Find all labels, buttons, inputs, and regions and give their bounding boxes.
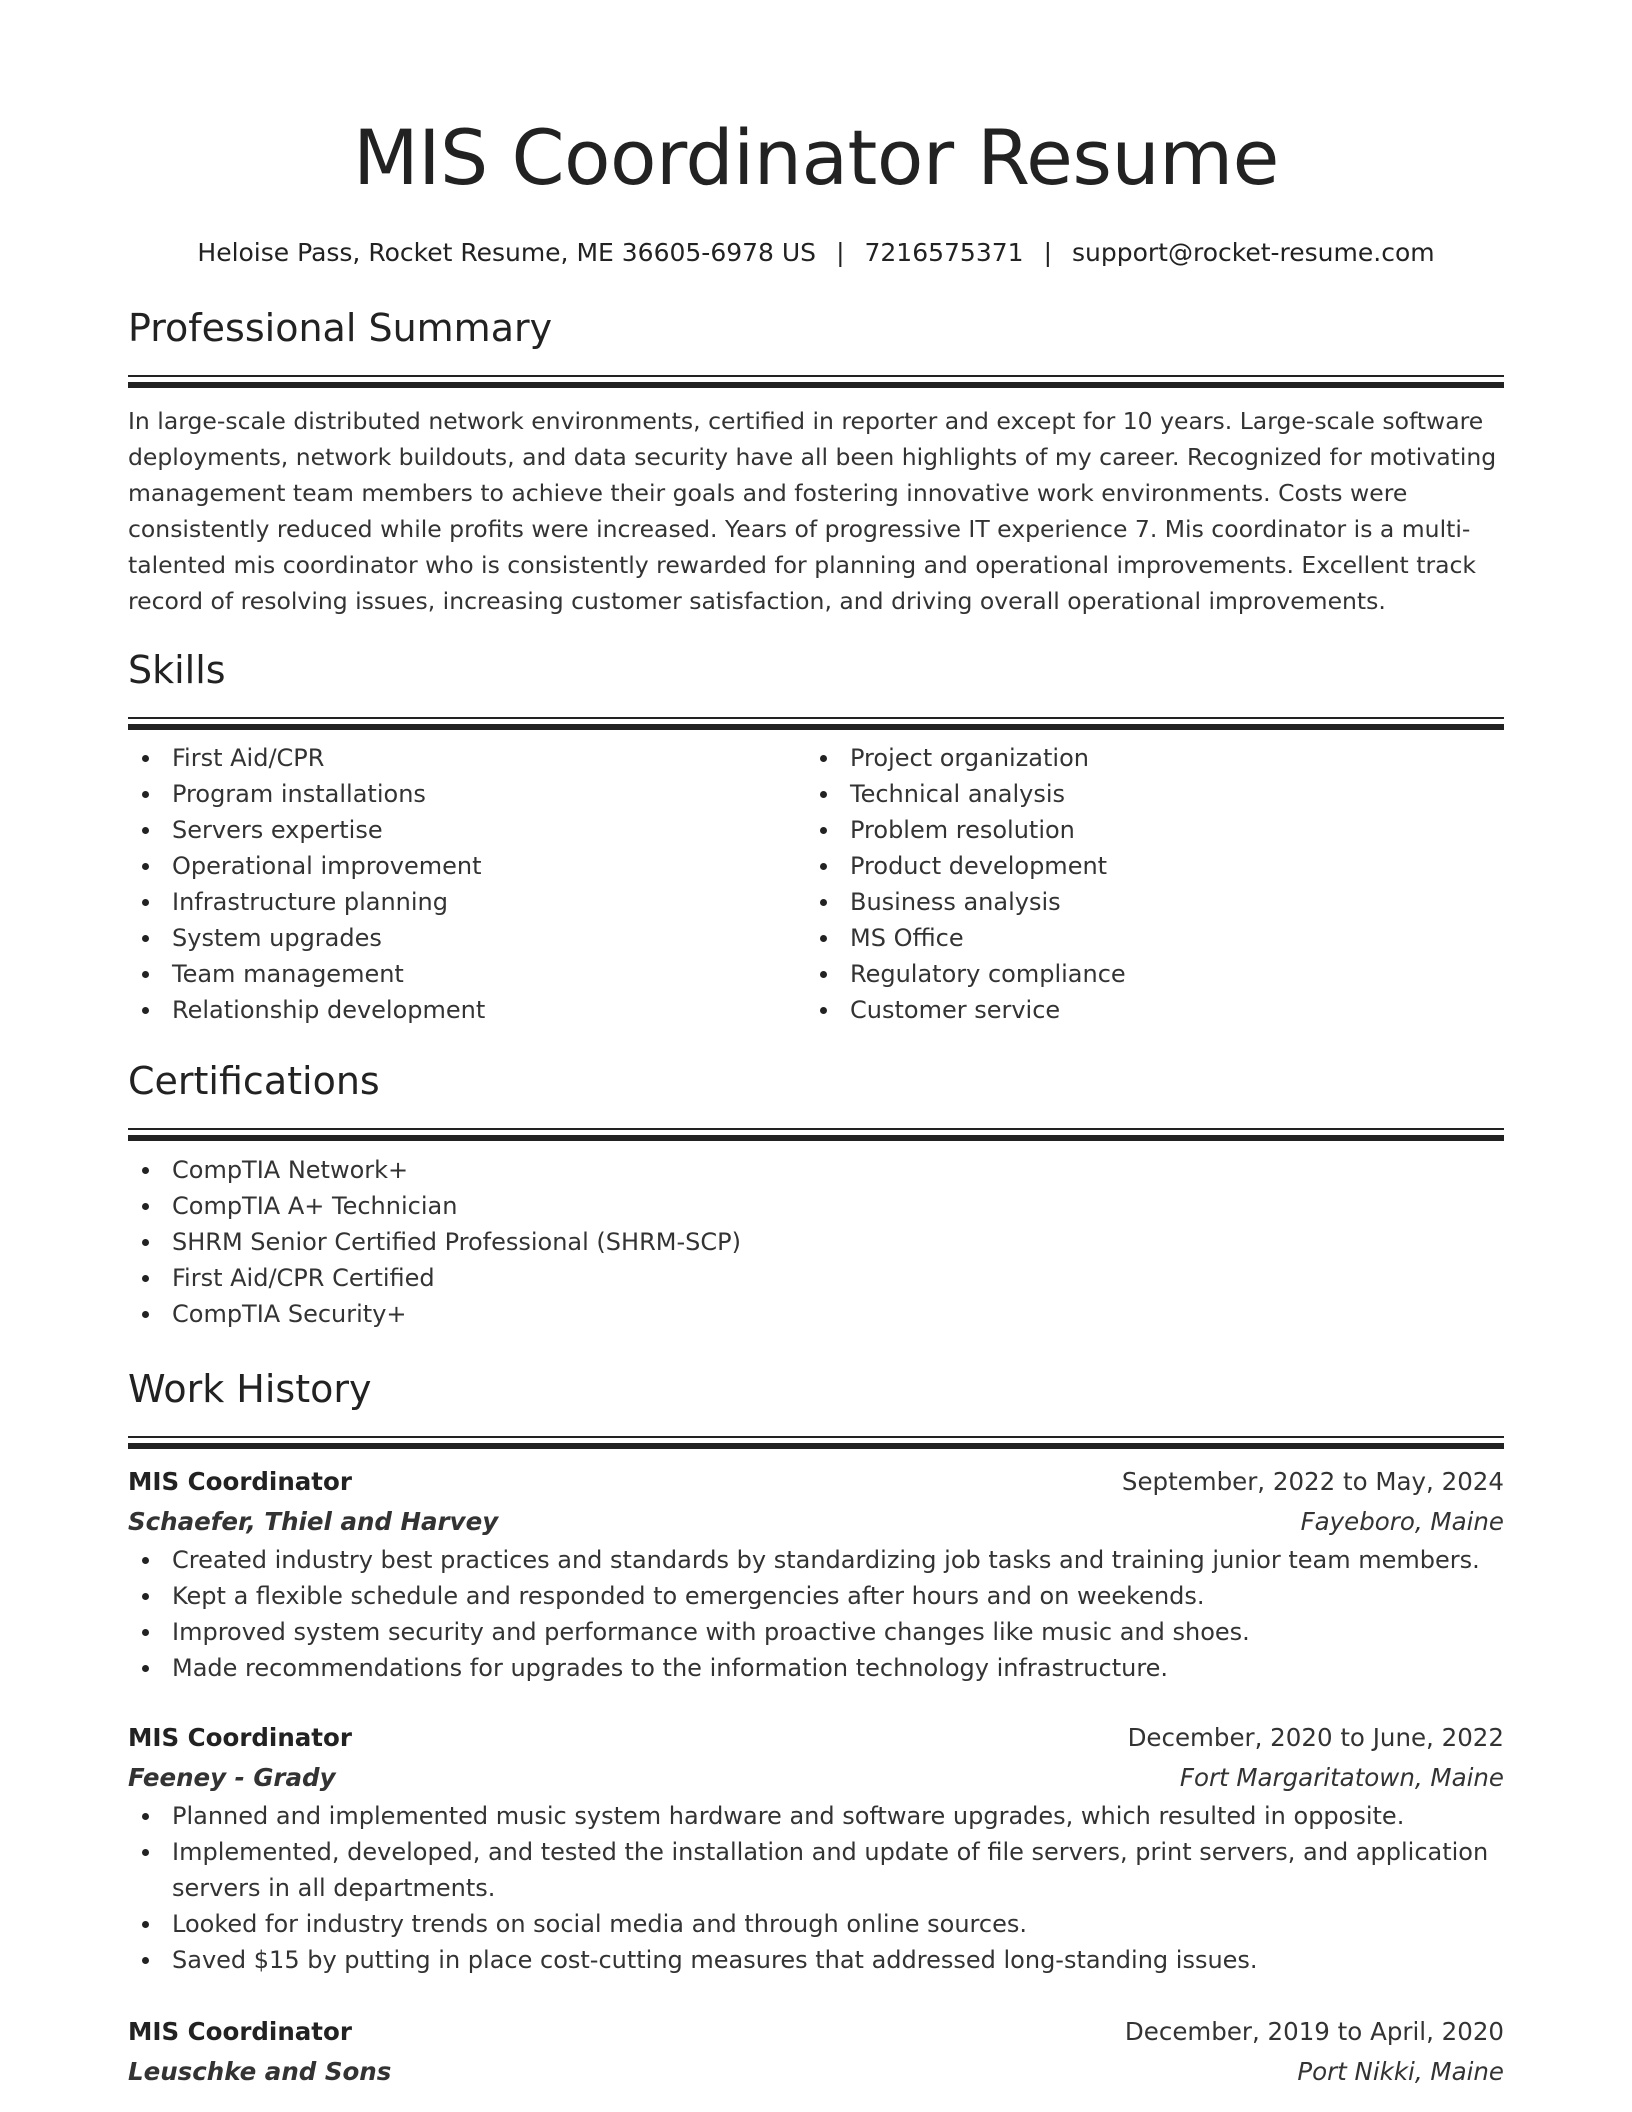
contact-address: Heloise Pass, Rocket Resume, ME 36605-6978 US xyxy=(197,238,817,267)
skills-columns xyxy=(128,740,1504,1028)
job-location: Fayeboro, Maine xyxy=(1300,1507,1504,1536)
list-item: Problem resolution xyxy=(806,812,1484,848)
list-item: Product development xyxy=(806,848,1484,884)
job-title: MIS Coordinator xyxy=(128,1723,352,1752)
list-item: Implemented, developed, and tested the installation and update of file servers, print servers, and application servers in all departments. xyxy=(128,1834,1504,1906)
list-item: Business analysis xyxy=(806,884,1484,920)
job-dates: September, 2022 to May, 2024 xyxy=(1121,1467,1504,1496)
list-item: Technical analysis xyxy=(806,776,1484,812)
contact-line xyxy=(128,240,1504,265)
job-title: MIS Coordinator xyxy=(128,2017,352,2046)
list-item: Planned and implemented music system hardware and software upgrades, which resulted in opposite. xyxy=(128,1798,1504,1834)
list-item: First Aid/CPR Certified xyxy=(128,1260,1504,1296)
job-subheader xyxy=(128,2052,1504,2092)
section-rule xyxy=(128,717,1504,727)
job-header xyxy=(128,1718,1504,1758)
section-title-work-history: Work History xyxy=(128,1367,372,1411)
section-rule xyxy=(128,1128,1504,1138)
contact-separator: | xyxy=(836,238,845,267)
list-item: Kept a flexible schedule and responded to emergencies after hours and on weekends. xyxy=(128,1578,1504,1614)
page-title: MIS Coordinator Resume xyxy=(353,113,1279,202)
job-location: Port Nikki, Maine xyxy=(1297,2057,1504,2086)
list-item: Made recommendations for upgrades to the information technology infrastructure. xyxy=(128,1650,1504,1686)
job-entry xyxy=(128,1718,1504,1978)
certifications-list xyxy=(128,1152,1504,1332)
job-header xyxy=(128,1462,1504,1502)
list-item: CompTIA A+ Technician xyxy=(128,1188,1504,1224)
section-title-skills: Skills xyxy=(128,648,226,692)
list-item: Team management xyxy=(128,956,806,992)
skills-list-right xyxy=(806,740,1484,1028)
list-item: Regulatory compliance xyxy=(806,956,1484,992)
list-item: System upgrades xyxy=(128,920,806,956)
job-dates: December, 2020 to June, 2022 xyxy=(1127,1723,1504,1752)
list-item: Servers expertise xyxy=(128,812,806,848)
job-header xyxy=(128,2012,1504,2052)
contact-separator: | xyxy=(1043,238,1052,267)
job-company: Leuschke and Sons xyxy=(128,2057,392,2086)
job-entry xyxy=(128,2012,1504,2092)
summary-section xyxy=(128,306,1504,619)
list-item: MS Office xyxy=(806,920,1484,956)
resume-page xyxy=(128,0,1504,2092)
job-bullets xyxy=(128,1798,1504,1978)
job-subheader xyxy=(128,1502,1504,1542)
list-item: CompTIA Security+ xyxy=(128,1296,1504,1332)
certifications-section xyxy=(128,1059,1504,1332)
list-item: Saved $15 by putting in place cost-cutting measures that addressed long-standing issues. xyxy=(128,1942,1504,1978)
summary-text: In large-scale distributed network environments, certified in reporter and except for 10 years. Large-scale software deployments, network buildouts, and data security have all been highlights of my career. Recognized for motivating management team members to achieve their goals and fostering innovative work environments. Costs were consistently reduced while profits were increased. Years of progressive IT experience 7. Mis coordinator is a multi-talented mis coordinator who is consistently rewarded for planning and operational improvements. Excellent track record of resolving issues, increasing customer satisfaction, and driving overall operational improvements. xyxy=(128,407,1497,615)
list-item: Project organization xyxy=(806,740,1484,776)
job-dates: December, 2019 to April, 2020 xyxy=(1124,2017,1504,2046)
job-location: Fort Margaritatown, Maine xyxy=(1179,1763,1504,1792)
list-item: Program installations xyxy=(128,776,806,812)
list-item: Improved system security and performance with proactive changes like music and shoes. xyxy=(128,1614,1504,1650)
list-item: Relationship development xyxy=(128,992,806,1028)
skills-section xyxy=(128,648,1504,1028)
job-bullets xyxy=(128,1542,1504,1686)
list-item: Looked for industry trends on social media and through online sources. xyxy=(128,1906,1504,1942)
work-history-section xyxy=(128,1367,1504,2092)
job-title: MIS Coordinator xyxy=(128,1467,352,1496)
job-subheader xyxy=(128,1758,1504,1798)
job-entry xyxy=(128,1462,1504,1686)
list-item: Created industry best practices and standards by standardizing job tasks and training junior team members. xyxy=(128,1542,1504,1578)
job-company: Schaefer, Thiel and Harvey xyxy=(128,1507,499,1536)
list-item: Operational improvement xyxy=(128,848,806,884)
section-rule xyxy=(128,1436,1504,1446)
section-title-certifications: Certifications xyxy=(128,1059,380,1103)
list-item: Infrastructure planning xyxy=(128,884,806,920)
job-company: Feeney - Grady xyxy=(128,1763,336,1792)
section-title-summary: Professional Summary xyxy=(128,306,553,350)
section-rule xyxy=(128,375,1504,385)
contact-email: support@rocket-resume.com xyxy=(1072,238,1435,267)
list-item: CompTIA Network+ xyxy=(128,1152,1504,1188)
list-item: Customer service xyxy=(806,992,1484,1028)
list-item: First Aid/CPR xyxy=(128,740,806,776)
list-item: SHRM Senior Certified Professional (SHRM-SCP) xyxy=(128,1224,1504,1260)
contact-phone: 7216575371 xyxy=(864,238,1024,267)
skills-list-left xyxy=(128,740,806,1028)
